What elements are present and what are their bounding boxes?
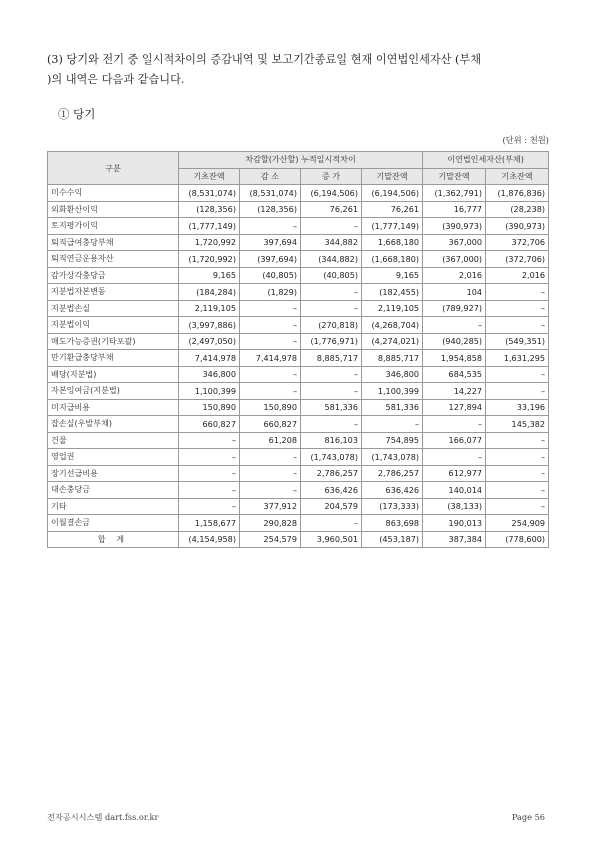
header-sub-column: 감 소	[240, 168, 301, 185]
table-cell: –	[301, 515, 362, 532]
header-category: 구분	[48, 152, 179, 185]
table-cell: 150,890	[179, 399, 240, 416]
table-row	[48, 399, 549, 416]
row-label: 기타	[48, 498, 179, 515]
row-label: 배당(지분법)	[48, 366, 179, 383]
table-cell: 2,119,105	[362, 300, 423, 317]
table-cell: (184,284)	[179, 284, 240, 301]
table-cell: (40,805)	[240, 267, 301, 284]
table-row	[48, 185, 549, 202]
table-cell: –	[179, 498, 240, 515]
table-cell: –	[301, 300, 362, 317]
table-cell: 863,698	[362, 515, 423, 532]
table-cell: 636,426	[301, 482, 362, 499]
intro-line-1: (3) 당기와 전기 중 일시적차이의 증감내역 및 보고기간종료일 현재 이연법인세자산 (부채	[47, 53, 482, 66]
table-cell: (2,497,050)	[179, 333, 240, 350]
row-label: 이월결손금	[48, 515, 179, 532]
table-cell: (390,973)	[423, 218, 486, 235]
table-row	[48, 267, 549, 284]
table-cell: 387,384	[423, 531, 486, 548]
table-cell: 612,977	[423, 465, 486, 482]
table-cell: –	[362, 416, 423, 433]
table-cell: (367,000)	[423, 251, 486, 268]
table-cell: (40,805)	[301, 267, 362, 284]
table-cell: –	[179, 432, 240, 449]
table-cell: 8,885,717	[362, 350, 423, 367]
row-label: 퇴직급여충당부채	[48, 234, 179, 251]
table-row	[48, 366, 549, 383]
table-row	[48, 284, 549, 301]
table-cell: 581,336	[301, 399, 362, 416]
footer-source: 전자공시시스템 dart.fss.or.kr	[47, 812, 159, 822]
table-cell: 9,165	[179, 267, 240, 284]
table-cell: –	[240, 218, 301, 235]
row-label: 토지평가이익	[48, 218, 179, 235]
table-cell: –	[240, 482, 301, 499]
table-cell: –	[301, 416, 362, 433]
table-cell: (128,356)	[240, 201, 301, 218]
table-row	[48, 498, 549, 515]
table-cell: 2,119,105	[179, 300, 240, 317]
table-cell: 9,165	[362, 267, 423, 284]
table-cell: –	[486, 482, 549, 499]
table-cell: –	[486, 383, 549, 400]
table-cell: (1,876,836)	[486, 185, 549, 202]
table-cell: 1,100,399	[362, 383, 423, 400]
table-cell: 367,000	[423, 234, 486, 251]
table-cell: 377,912	[240, 498, 301, 515]
table-row	[48, 515, 549, 532]
row-label: 장기선급비용	[48, 465, 179, 482]
table-cell: (397,694)	[240, 251, 301, 268]
table-row	[48, 449, 549, 466]
table-row	[48, 416, 549, 433]
row-label: 퇴직연금운용자산	[48, 251, 179, 268]
table-cell: 1,954,858	[423, 350, 486, 367]
table-cell: (4,154,958)	[179, 531, 240, 548]
table-cell: (789,927)	[423, 300, 486, 317]
table-cell: 254,909	[486, 515, 549, 532]
footer-page-number: Page 56	[511, 812, 545, 822]
header-sub-column: 증 가	[301, 168, 362, 185]
table-cell: 344,882	[301, 234, 362, 251]
table-cell: 660,827	[179, 416, 240, 433]
table-cell: (1,668,180)	[362, 251, 423, 268]
table-cell: –	[240, 383, 301, 400]
table-cell: –	[423, 317, 486, 334]
table-cell: (3,997,886)	[179, 317, 240, 334]
table-cell: 1,158,677	[179, 515, 240, 532]
table-cell: –	[240, 300, 301, 317]
row-label: 잡손실(우발부채)	[48, 416, 179, 433]
intro-paragraph	[47, 50, 552, 90]
header-row-1	[48, 152, 549, 169]
table-cell: 2,786,257	[362, 465, 423, 482]
table-cell: 7,414,978	[240, 350, 301, 367]
table-row	[48, 333, 549, 350]
table-cell: –	[240, 317, 301, 334]
row-label: 대손충당금	[48, 482, 179, 499]
row-label: 외화환산이익	[48, 201, 179, 218]
table-cell: 33,196	[486, 399, 549, 416]
header-sub-column: 기초잔액	[179, 168, 240, 185]
table-cell: 76,261	[362, 201, 423, 218]
table-cell: 372,706	[486, 234, 549, 251]
table-row	[48, 218, 549, 235]
table-cell: (4,274,021)	[362, 333, 423, 350]
table-cell: (8,531,074)	[240, 185, 301, 202]
table-cell: 816,103	[301, 432, 362, 449]
table-cell: 2,016	[486, 267, 549, 284]
table-cell: –	[240, 366, 301, 383]
header-sub-column: 기말잔액	[362, 168, 423, 185]
table-cell: (1,777,149)	[362, 218, 423, 235]
table-cell: 684,535	[423, 366, 486, 383]
row-label: 지분법자본변동	[48, 284, 179, 301]
table-cell: (6,194,506)	[362, 185, 423, 202]
table-cell: (38,133)	[423, 498, 486, 515]
table-cell: –	[240, 333, 301, 350]
header-group-temporary-difference: 차감할(가산할) 누적일시적차이	[179, 152, 423, 169]
row-label: 지분법손실	[48, 300, 179, 317]
table-cell: (344,882)	[301, 251, 362, 268]
table-cell: 2,786,257	[301, 465, 362, 482]
table-cell: 581,336	[362, 399, 423, 416]
table-cell: 346,800	[362, 366, 423, 383]
table-cell: 61,208	[240, 432, 301, 449]
section-title: ① 당기	[58, 107, 96, 121]
table-cell: 254,579	[240, 531, 301, 548]
table-cell: (1,829)	[240, 284, 301, 301]
table-cell: –	[486, 300, 549, 317]
table-cell: (128,356)	[179, 201, 240, 218]
table-row	[48, 300, 549, 317]
table-total-row	[48, 531, 549, 548]
table-cell: 1,720,992	[179, 234, 240, 251]
table-cell: (173,333)	[362, 498, 423, 515]
table-cell: –	[179, 449, 240, 466]
table-row	[48, 482, 549, 499]
table-cell: (1,743,078)	[362, 449, 423, 466]
table-cell: (4,268,704)	[362, 317, 423, 334]
table-row	[48, 317, 549, 334]
table-cell: (390,973)	[486, 218, 549, 235]
row-label: 합 계	[48, 531, 179, 548]
row-label: 매도가능증권(기타포괄)	[48, 333, 179, 350]
table-cell: (1,776,971)	[301, 333, 362, 350]
table-cell: –	[486, 366, 549, 383]
header-sub-column: 기말잔액	[423, 168, 486, 185]
table-cell: 104	[423, 284, 486, 301]
table-cell: –	[301, 366, 362, 383]
table-cell: 1,668,180	[362, 234, 423, 251]
table-cell: (6,194,506)	[301, 185, 362, 202]
table-cell: –	[179, 482, 240, 499]
table-cell: –	[423, 416, 486, 433]
table-row	[48, 234, 549, 251]
row-label: 감가상각충당금	[48, 267, 179, 284]
unit-label: (단위 : 천원)	[502, 135, 549, 145]
table-cell: 397,694	[240, 234, 301, 251]
table-cell: (182,455)	[362, 284, 423, 301]
header-group-deferred-tax: 이연법인세자산(부채)	[423, 152, 549, 169]
table-cell: (1,743,078)	[301, 449, 362, 466]
row-label: 건물	[48, 432, 179, 449]
table-cell: –	[301, 383, 362, 400]
table-cell: (1,720,992)	[179, 251, 240, 268]
table-cell: 660,827	[240, 416, 301, 433]
table-cell: –	[486, 317, 549, 334]
table-row	[48, 251, 549, 268]
table-cell: –	[423, 449, 486, 466]
table-cell: –	[486, 498, 549, 515]
table-cell: 150,890	[240, 399, 301, 416]
row-label: 영업권	[48, 449, 179, 466]
table-cell: (549,351)	[486, 333, 549, 350]
temporary-difference-table	[47, 151, 549, 548]
row-label: 미수수익	[48, 185, 179, 202]
table-cell: (453,187)	[362, 531, 423, 548]
table-cell: –	[240, 465, 301, 482]
table-cell: (28,238)	[486, 201, 549, 218]
table-cell: –	[486, 465, 549, 482]
table-cell: –	[301, 284, 362, 301]
table-cell: (1,362,791)	[423, 185, 486, 202]
table-cell: 2,016	[423, 267, 486, 284]
intro-line-2: )의 내역은 다음과 같습니다.	[47, 73, 185, 86]
header-sub-column: 기초잔액	[486, 168, 549, 185]
table-cell: 290,828	[240, 515, 301, 532]
table-row	[48, 350, 549, 367]
table-cell: 636,426	[362, 482, 423, 499]
table-cell: (372,706)	[486, 251, 549, 268]
table-row	[48, 465, 549, 482]
table-cell: 204,579	[301, 498, 362, 515]
row-label: 미지급비용	[48, 399, 179, 416]
table-cell: (1,777,149)	[179, 218, 240, 235]
table-cell: (940,285)	[423, 333, 486, 350]
table-cell: 76,261	[301, 201, 362, 218]
table-cell: 1,631,295	[486, 350, 549, 367]
table-cell: –	[301, 218, 362, 235]
table-cell: (8,531,074)	[179, 185, 240, 202]
table-cell: 190,013	[423, 515, 486, 532]
table-cell: –	[486, 449, 549, 466]
table-cell: 346,800	[179, 366, 240, 383]
table-cell: 1,100,399	[179, 383, 240, 400]
table-cell: 754,895	[362, 432, 423, 449]
table-cell: 16,777	[423, 201, 486, 218]
row-label: 만기환급충당부채	[48, 350, 179, 367]
table-cell: –	[486, 432, 549, 449]
table-row	[48, 383, 549, 400]
table-cell: (778,600)	[486, 531, 549, 548]
table-cell: 14,227	[423, 383, 486, 400]
table-cell: –	[240, 449, 301, 466]
row-label: 지분법이익	[48, 317, 179, 334]
table-body	[48, 185, 549, 548]
table-cell: 127,894	[423, 399, 486, 416]
table-row	[48, 201, 549, 218]
table-cell: –	[486, 284, 549, 301]
table-cell: 3,960,501	[301, 531, 362, 548]
table-cell: –	[179, 465, 240, 482]
table-row	[48, 432, 549, 449]
table-cell: 166,077	[423, 432, 486, 449]
table-cell: 8,885,717	[301, 350, 362, 367]
table-cell: 7,414,978	[179, 350, 240, 367]
table-cell: (270,818)	[301, 317, 362, 334]
row-label: 자본잉여금(지분법)	[48, 383, 179, 400]
table-cell: 145,382	[486, 416, 549, 433]
table-cell: 140,014	[423, 482, 486, 499]
